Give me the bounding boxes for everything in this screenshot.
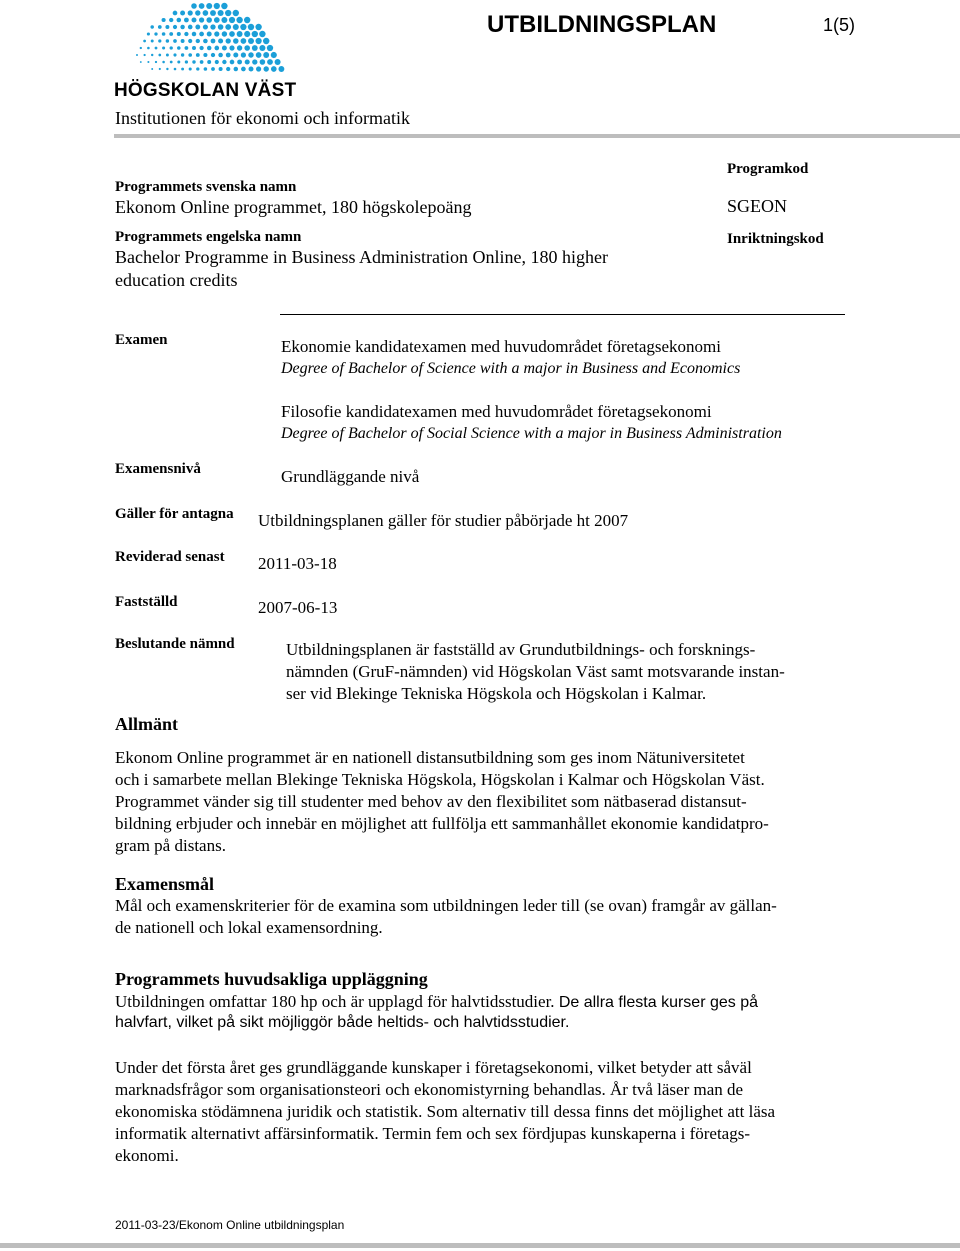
examensmal-paragraph xyxy=(115,895,875,939)
beslutande-line3: ser vid Blekinge Tekniska Högskola och Högskolan i Kalmar. xyxy=(286,684,707,703)
reviderad-label: Reviderad senast xyxy=(115,549,225,565)
faststalld-label: Fastställd xyxy=(115,594,178,610)
allmant-line: Programmet vänder sig till studenter med behov av den flexibilitet som nätbaserad distansut- xyxy=(115,792,747,811)
programkod-value: SGEON xyxy=(727,196,788,216)
department: Institutionen för ekonomi och informatik xyxy=(115,108,410,128)
allmant-paragraph xyxy=(115,747,875,857)
examensniva-value: Grundläggande nivå xyxy=(281,467,420,486)
allmant-line: bildning erbjuder och innebär en möjlighet att fullfölja ett sammanhållet ekonomie kandidatpro- xyxy=(115,814,769,833)
beslutande-label: Beslutande nämnd xyxy=(115,636,235,652)
logo xyxy=(112,2,312,102)
examensniva-label: Examensnivå xyxy=(115,461,201,477)
header-divider xyxy=(114,134,960,138)
english-name-value-line2: education credits xyxy=(115,270,238,290)
galler-label: Gäller för antagna xyxy=(115,506,234,522)
degree1-swedish: Ekonomie kandidatexamen med huvudområdet företagsekonomi xyxy=(281,337,721,356)
examensmal-heading: Examensmål xyxy=(115,874,214,894)
degree2-swedish: Filosofie kandidatexamen med huvudområdet företagsekonomi xyxy=(281,402,712,421)
examensmal-line: Mål och examenskriterier för de examina som utbildningen leder till (se ovan) framgår av gällan- xyxy=(115,896,777,915)
footer-divider xyxy=(0,1243,960,1248)
upplagg-line: ekonomiska stödämnena juridik och statistik. Som alternativ till dessa finns det möjlighet att läsa xyxy=(115,1102,776,1121)
inriktningskod-label: Inriktningskod xyxy=(727,231,824,247)
upplagg-line: marknadsfrågor som organisationsteori och ekonomistyrning behandlas. År två läser man de xyxy=(115,1080,744,1099)
upplagg-paragraph2 xyxy=(115,1057,875,1167)
upplagg-line1-sans: De allra flesta kurser ges på xyxy=(558,994,759,1011)
upplagg-heading: Programmets huvudsakliga uppläggning xyxy=(115,969,428,989)
examensmal-line: de nationell och lokal examensordning. xyxy=(115,918,383,937)
galler-value: Utbildningsplanen gäller för studier påbörjade ht 2007 xyxy=(258,511,629,530)
degree2-english: Degree of Bachelor of Social Science with a major in Business Administration xyxy=(281,425,782,442)
beslutande-line1: Utbildningsplanen är fastställd av Grundutbildnings- och forsknings- xyxy=(286,640,756,659)
allmant-line: och i samarbete mellan Blekinge Tekniska Högskola, Högskolan i Kalmar och Högskolan Väst. xyxy=(115,770,765,789)
document-title: UTBILDNINGSPLAN xyxy=(487,11,717,38)
names-divider xyxy=(280,314,845,315)
upplagg-line1 xyxy=(115,991,875,1014)
upplagg-line2: halvfart, vilket på sikt möjliggör både heltids- och halvtidsstudier. xyxy=(115,1014,570,1031)
allmant-line: Ekonom Online programmet är en nationell distansutbildning som ges inom Nätuniversitetet xyxy=(115,748,745,767)
english-name-value-line1: Bachelor Programme in Business Administration Online, 180 higher xyxy=(115,247,608,267)
reviderad-value: 2011-03-18 xyxy=(258,554,337,573)
swedish-name-label: Programmets svenska namn xyxy=(115,179,297,195)
allmant-heading: Allmänt xyxy=(115,714,178,734)
upplagg-line: Under det första året ges grundläggande kunskaper i företagsekonomi, vilket betyder att såväl xyxy=(115,1058,752,1077)
swedish-name-value: Ekonom Online programmet, 180 högskolepoäng xyxy=(115,197,472,217)
faststalld-value: 2007-06-13 xyxy=(258,598,338,617)
footer-text: 2011-03-23/Ekonom Online utbildningsplan xyxy=(115,1218,345,1232)
logo-text: HÖGSKOLAN VÄST xyxy=(114,80,297,101)
programkod-label: Programkod xyxy=(727,161,809,177)
logo-dot-pattern xyxy=(112,2,312,80)
allmant-line: gram på distans. xyxy=(115,836,226,855)
degree1-english: Degree of Bachelor of Science with a major in Business and Economics xyxy=(281,360,741,377)
examen-label: Examen xyxy=(115,332,168,348)
upplagg-line: informatik alternativt affärsinformatik. Termin fem och sex fördjupas kunskaperna i företags- xyxy=(115,1124,751,1143)
english-name-label: Programmets engelska namn xyxy=(115,229,302,245)
page-number: 1(5) xyxy=(823,15,856,35)
beslutande-line2: nämnden (GruF-nämnden) vid Högskolan Väst samt motsvarande instan- xyxy=(286,662,785,681)
upplagg-line: ekonomi. xyxy=(115,1146,179,1165)
upplagg-line1-serif: Utbildningen omfattar 180 hp och är upplagd för halvtidsstudier. xyxy=(115,992,555,1011)
